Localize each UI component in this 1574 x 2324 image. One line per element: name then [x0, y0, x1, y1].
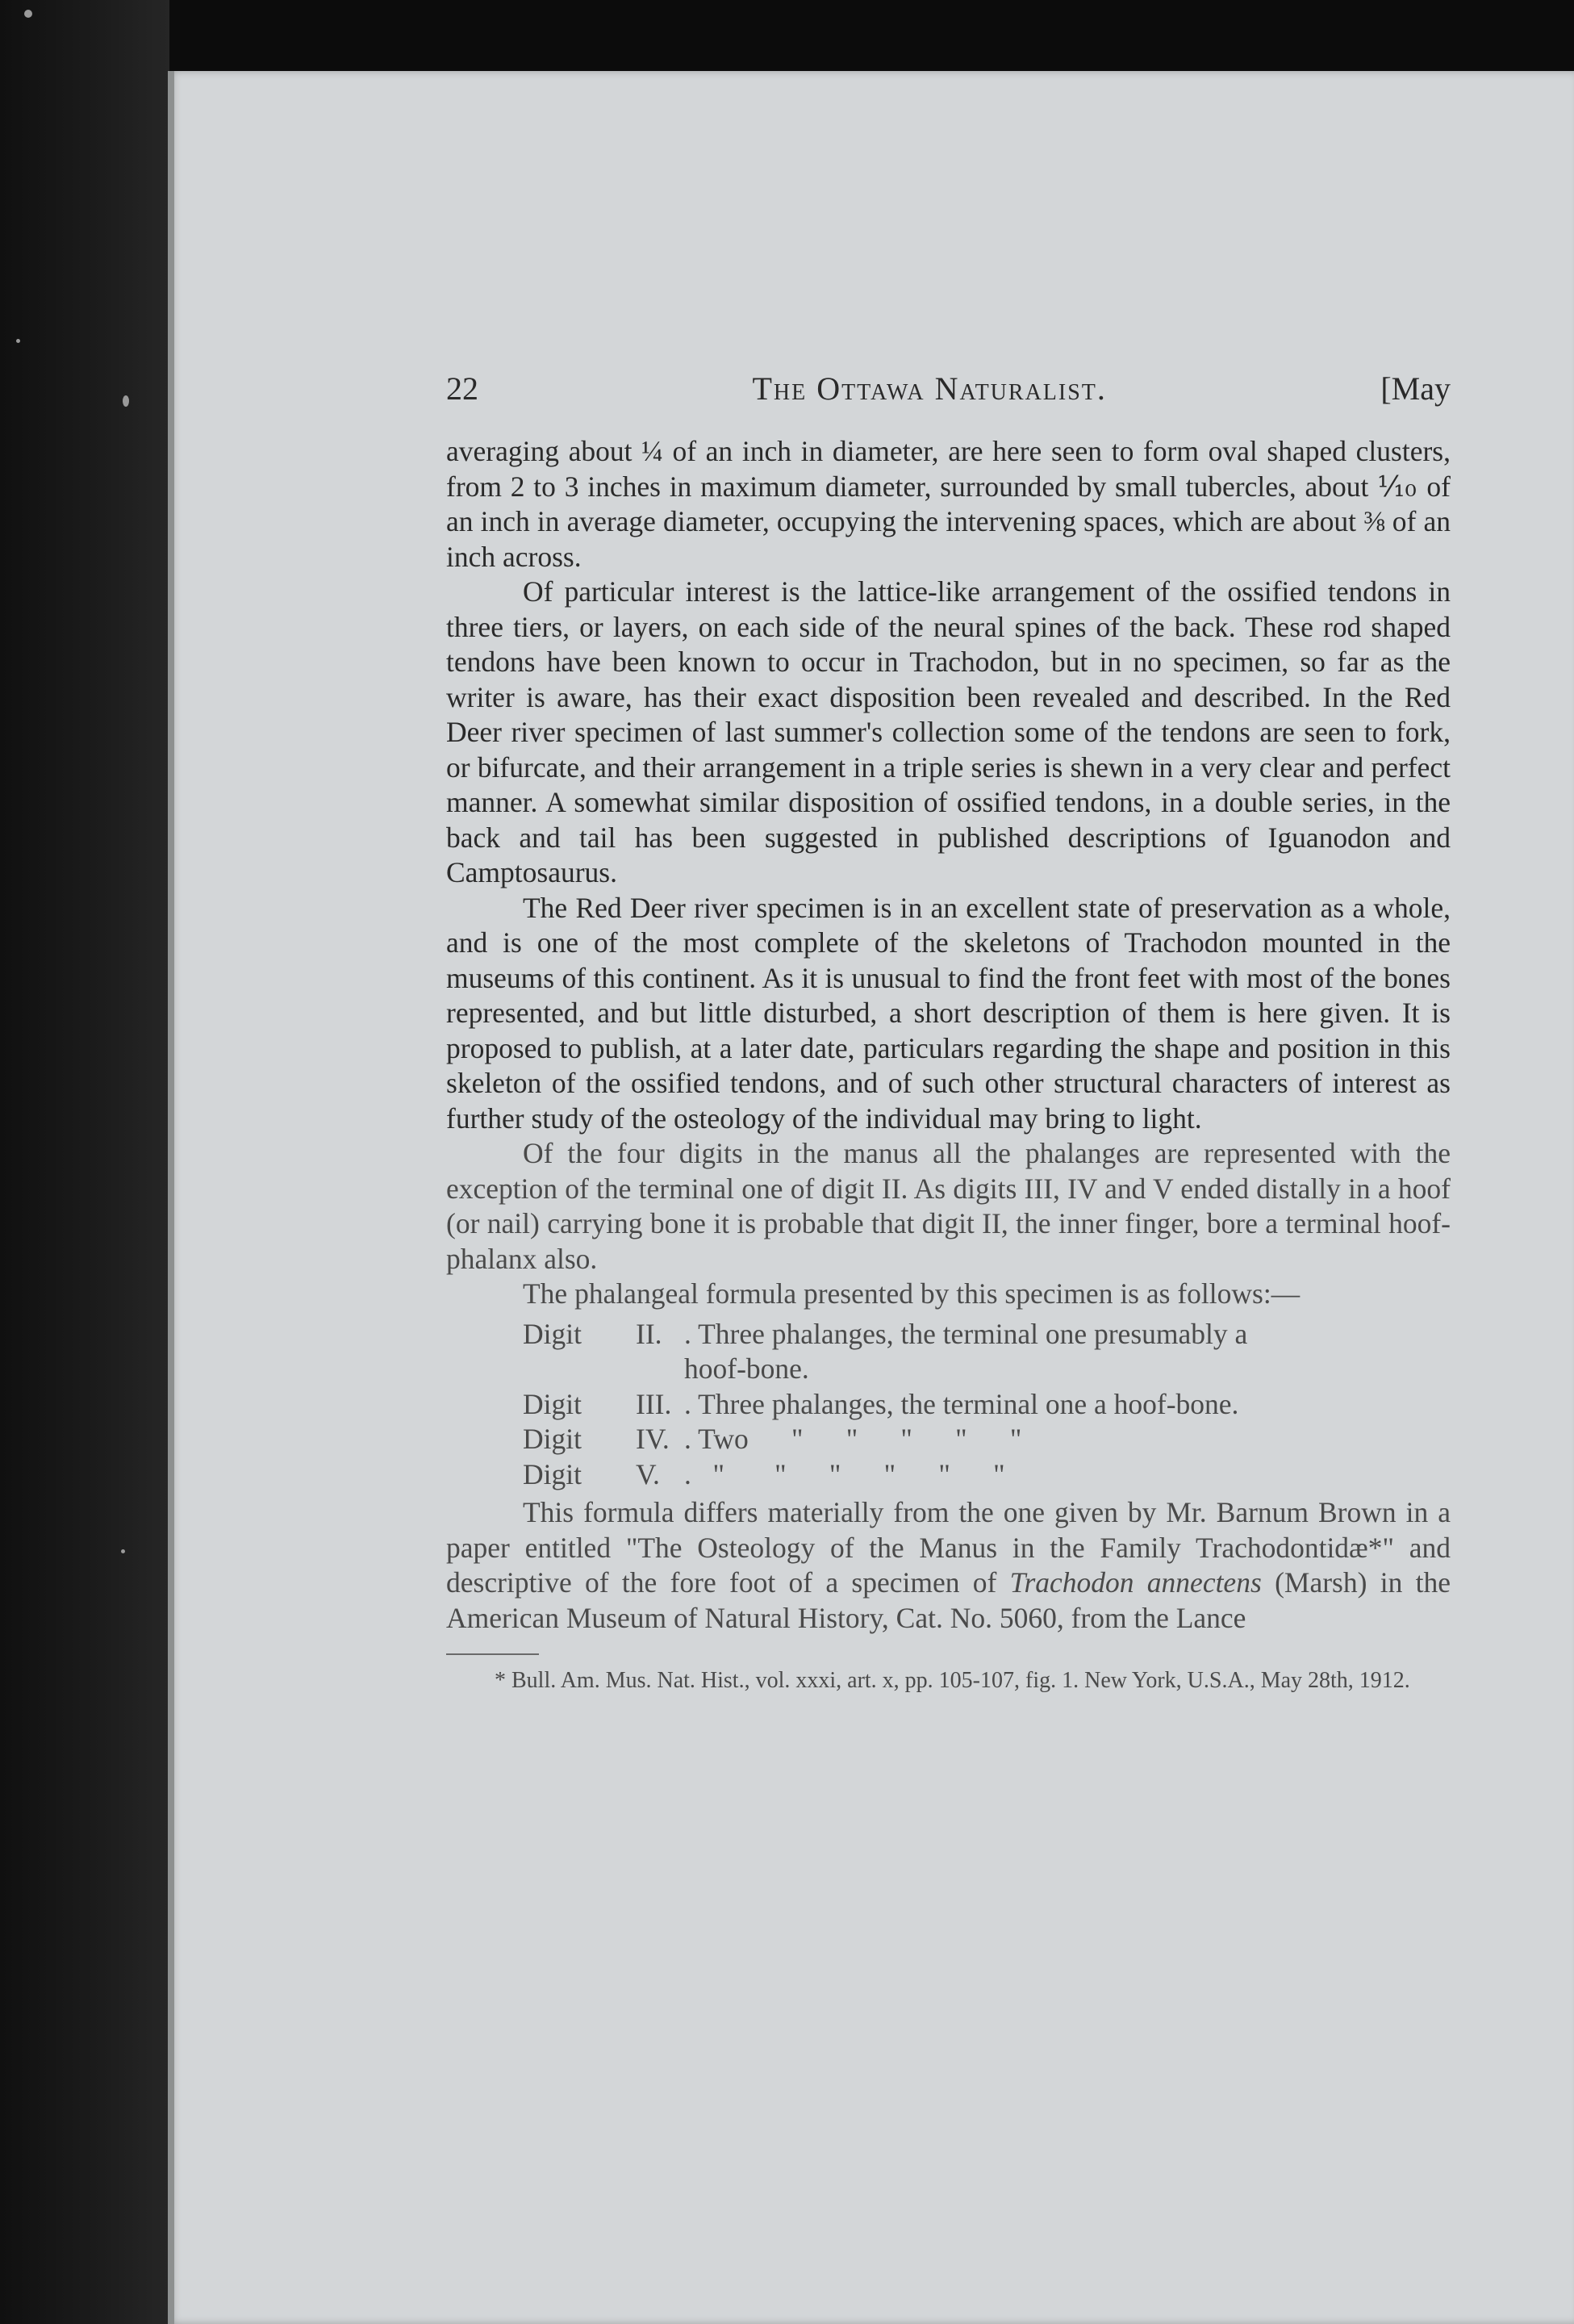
- running-header: [446, 371, 1451, 407]
- formula-digit-label: Digit: [523, 1387, 582, 1420]
- header-month: [May: [1380, 370, 1451, 407]
- text-column: [446, 371, 1451, 1695]
- paragraph-4: Of the four digits in the manus all the phalanges are represented with the exception of the terminal one of digit II. As digits III, IV and V ended distally in a hoof (or nail) carrying bone it is probable that digit II, the inner finger, bore a terminal hoof-phalanx also.: [446, 1137, 1451, 1275]
- scan-border-top: [0, 0, 1574, 73]
- formula-digit-label: Digit: [523, 1317, 582, 1350]
- paragraph-6-text-end: (Marsh) in the American Museum of Natural History, Cat. No. 5060, from the Lance: [446, 1566, 1451, 1634]
- paragraph-6: [446, 1495, 1451, 1636]
- scan-border-left: [0, 0, 169, 2324]
- formula-row: [446, 1457, 1451, 1493]
- scan-speck: [123, 395, 129, 407]
- formula-description: . " " " " " ": [684, 1457, 1005, 1490]
- formula-digit-number: II.: [636, 1317, 662, 1350]
- phalangeal-formula: [446, 1317, 1451, 1493]
- paragraph-3: The Red Deer river specimen is in an excellent state of preservation as a whole, and is one of the most complete of the skeletons of Trachodon mounted in the museums of this continent. As it is unusual to find the front feet with most of the bones represented, and but little disturbed, a short description of them is here given. It is proposed to publish, at a later date, particulars regarding the shape and position in this skeleton of the ossified tendons, and of such other structural characters of interest as further study of the osteology of the individual may bring to light.: [446, 891, 1451, 1135]
- formula-description: . Three phalanges, the terminal one a hoof-bone.: [684, 1387, 1239, 1420]
- formula-digit-label: Digit: [523, 1457, 582, 1490]
- page-number: 22: [446, 370, 478, 407]
- paragraph-5: The phalangeal formula presented by this specimen is as follows:—: [523, 1277, 1301, 1310]
- footnote-rule: [446, 1653, 539, 1655]
- species-name: Trachodon annectens: [1009, 1566, 1262, 1599]
- formula-row-continuation: [446, 1352, 1451, 1387]
- formula-digit-number: IV.: [636, 1423, 670, 1455]
- footnote: * Bull. Am. Mus. Nat. Hist., vol. xxxi, art. x, pp. 105-107, fig. 1. New York, U.S.A., May 28th, 1912.: [495, 1668, 1410, 1693]
- scan-speck: [24, 10, 32, 18]
- formula-digit-number: III.: [636, 1387, 672, 1420]
- formula-description-continued: hoof-bone.: [684, 1352, 809, 1385]
- paragraph-1: averaging about ¼ of an inch in diameter, are here seen to form oval shaped clusters, from 2 to 3 inches in maximum diameter, surrounded by small tubercles, about ⅒ of an inch in average diameter, occupying the intervening spaces, which are about ⅜ of an inch across.: [446, 435, 1451, 573]
- formula-description: . Three phalanges, the terminal one presumably a: [684, 1317, 1248, 1350]
- formula-row: [446, 1387, 1451, 1423]
- page-edge: [168, 71, 174, 2324]
- scan-speck: [16, 339, 20, 343]
- formula-row: [446, 1422, 1451, 1457]
- scan-speck: [121, 1549, 125, 1553]
- formula-digit-number: V.: [636, 1457, 660, 1490]
- paragraph-6-text: This formula differs materially from the one given by Mr. Barnum Brown in a paper entitled "The Osteology of the Manus in the Family Trachodontidæ*" and descriptive of the fore foot of a specimen of: [446, 1496, 1451, 1599]
- formula-digit-label: Digit: [523, 1423, 582, 1455]
- paragraph-2: Of particular interest is the lattice-like arrangement of the ossified tendons in three tiers, or layers, on each side of the neural spines of the back. These rod shaped tendons have been known to occur in Trachodon, but in no specimen, so far as the writer is aware, has their exact disposition been revealed and described. In the Red Deer river specimen of last summer's collection some of the tendons are seen to fork, or bifurcate, and their arrangement in a triple series is shewn in a very clear and perfect manner. A somewhat similar disposition of ossified tendons, in a double series, in the back and tail has been suggested in published descriptions of Iguanodon and Camptosaurus.: [446, 575, 1451, 888]
- running-title: The Ottawa Naturalist.: [752, 370, 1107, 407]
- formula-description: . Two " " " " ": [684, 1423, 1022, 1455]
- formula-row: [446, 1317, 1451, 1352]
